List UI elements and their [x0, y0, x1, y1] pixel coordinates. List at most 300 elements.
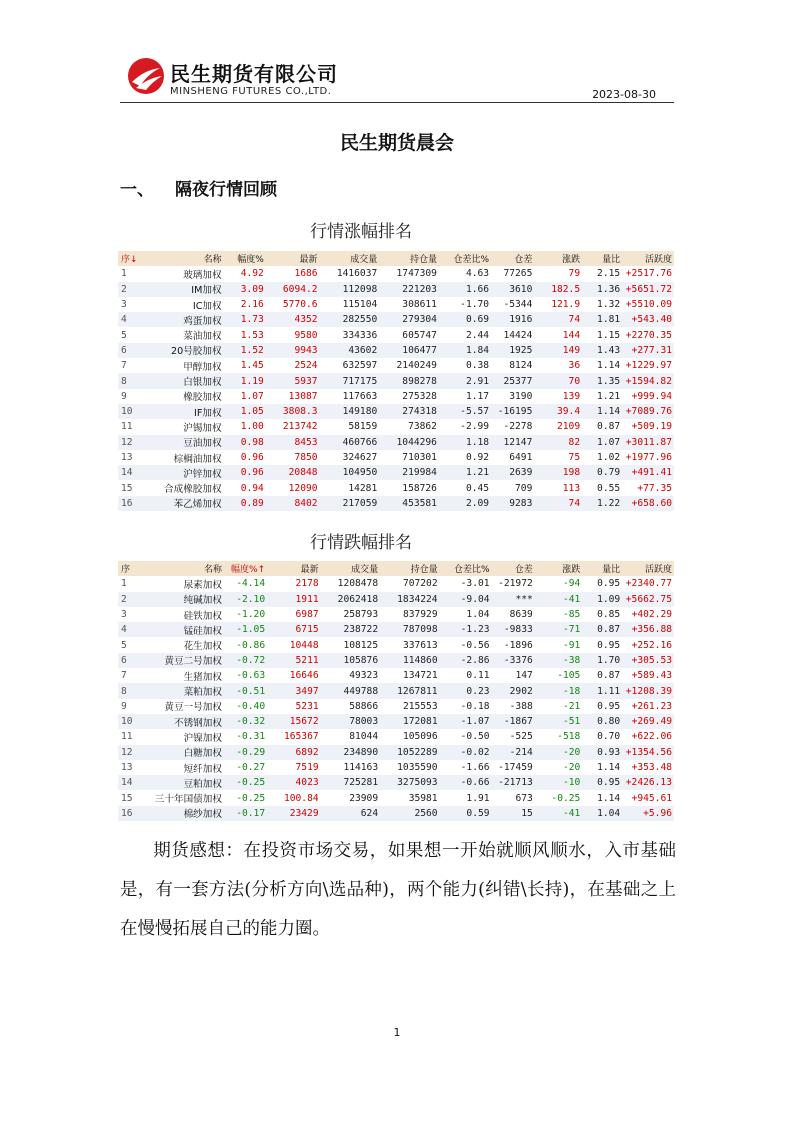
cell-price-change: 36	[568, 360, 581, 372]
cell-activity: +1229.97	[625, 360, 672, 372]
column-header-volume[interactable]: 成交量	[320, 251, 380, 266]
cell-name: 三十年国债加权	[154, 794, 222, 806]
cell-latest: 9943	[266, 343, 320, 358]
cell-change-pct: -0.63	[236, 670, 266, 682]
cell-latest: 2178	[295, 578, 319, 590]
cell-change-pct: -0.72	[224, 653, 267, 668]
cell-change-pct: 4.92	[240, 268, 264, 280]
cell-price-change: -71	[535, 622, 583, 637]
cell-price-change: 149	[534, 343, 582, 358]
cell-latest: 1686	[294, 268, 318, 280]
cell-activity: +658.60	[622, 496, 674, 511]
cell-change-pct: -1.20	[236, 609, 266, 621]
column-header-name[interactable]: 名称	[145, 561, 224, 576]
cell-activity: +252.16	[631, 639, 672, 651]
column-header-oi-change-pct[interactable]: 仓差比%	[440, 561, 492, 576]
cell-change-pct: 0.98	[224, 435, 266, 450]
table-row[interactable]	[118, 576, 674, 591]
cell-open-interest: 221203	[379, 282, 439, 297]
cell-open-interest: 279304	[379, 312, 439, 327]
cell-activity: +5662.75	[622, 592, 674, 607]
cell-oi-change-pct: -1.70	[460, 299, 490, 311]
cell-oi-change-pct: 0.38	[465, 360, 490, 372]
cell-volume: 717175	[320, 373, 380, 388]
table-row[interactable]	[118, 683, 674, 698]
cell-seq: 3	[121, 609, 127, 621]
cell-volume-ratio: 0.85	[597, 609, 621, 621]
cell-oi-change: 147	[515, 670, 533, 682]
cell-volume: 149180	[320, 404, 380, 419]
cell-seq: 15	[121, 482, 133, 494]
table-row[interactable]	[118, 699, 674, 714]
cell-price-change: 82	[534, 435, 582, 450]
column-header-price-change[interactable]: 涨跌	[534, 251, 582, 266]
cell-volume: 460766	[320, 435, 380, 450]
cell-change-pct: 1.07	[240, 390, 264, 402]
cell-price-change: -51	[535, 714, 583, 729]
cell-activity: +7089.76	[622, 404, 674, 419]
cell-oi-change: 8124	[509, 360, 533, 372]
cell-seq: 14	[118, 775, 145, 790]
cell-activity: +1977.96	[625, 452, 672, 463]
table-row[interactable]	[118, 327, 674, 342]
cell-open-interest: 106477	[379, 343, 439, 358]
cell-price-change: -91	[562, 639, 581, 651]
cell-volume: 234890	[321, 745, 380, 760]
cell-oi-change-pct: 4.63	[465, 268, 490, 280]
table-row[interactable]	[118, 373, 674, 388]
table-row[interactable]	[118, 450, 674, 465]
cell-name: 黄豆一号加权	[164, 702, 222, 714]
cell-oi-change: -388	[509, 700, 533, 712]
cell-price-change: -20	[562, 762, 581, 773]
cell-open-interest: 172081	[380, 714, 439, 729]
cell-volume-ratio: 1.70	[582, 653, 622, 668]
cell-volume-ratio: 0.95	[597, 700, 621, 712]
table-row[interactable]	[118, 297, 674, 312]
cell-activity: +2340.77	[625, 578, 672, 590]
column-header-volume-ratio[interactable]: 量比	[582, 561, 622, 576]
section-number: 一、	[120, 180, 154, 200]
cell-oi-change: -214	[492, 745, 535, 760]
cell-open-interest: 453581	[379, 496, 439, 511]
cell-oi-change-pct: -2.99	[460, 421, 490, 433]
table-row[interactable]	[118, 668, 674, 683]
cell-volume: 112098	[320, 282, 380, 297]
cell-volume-ratio: 0.80	[582, 714, 622, 729]
cell-open-interest: 898278	[379, 373, 439, 388]
table-row[interactable]	[118, 760, 674, 775]
table-row[interactable]	[118, 592, 674, 607]
cell-oi-change-pct: -1.66	[460, 762, 490, 773]
page-title: 民生期货晨会	[339, 132, 454, 154]
table-row[interactable]	[118, 622, 674, 637]
cell-name: 白糖加权	[145, 745, 224, 760]
cell-change-pct: -0.32	[224, 714, 267, 729]
cell-oi-change-pct: 0.69	[439, 312, 491, 327]
cell-activity: +2426.13	[622, 775, 674, 790]
cell-name: 黄豆二号加权	[145, 653, 224, 668]
column-header-name[interactable]: 名称	[146, 251, 224, 266]
cell-latest: 10448	[289, 639, 319, 651]
cell-price-change: 139	[562, 390, 581, 402]
cell-oi-change: 14424	[503, 329, 533, 341]
cell-oi-change: -2278	[503, 421, 533, 433]
cell-volume-ratio: 1.81	[582, 312, 622, 327]
cell-latest: 7850	[294, 452, 318, 463]
table-row[interactable]	[118, 419, 674, 434]
cell-oi-change-pct: -0.50	[460, 731, 490, 743]
cell-volume-ratio: 1.22	[582, 496, 622, 511]
cell-activity: +402.29	[631, 609, 672, 621]
cell-seq: 15	[121, 792, 133, 804]
table-row[interactable]	[118, 637, 674, 652]
cell-seq: 16	[118, 806, 145, 821]
cell-latest: 12090	[288, 482, 318, 494]
cell-change-pct: -0.25	[236, 792, 266, 804]
cell-latest: 15672	[267, 714, 321, 729]
cell-volume-ratio: 1.14	[582, 404, 622, 419]
cell-oi-change: -5344	[503, 299, 533, 311]
cell-oi-change: 3610	[491, 282, 534, 297]
cell-latest: 20848	[266, 465, 320, 480]
cell-price-change: -38	[535, 653, 583, 668]
cell-change-pct: 1.52	[224, 343, 266, 358]
cell-oi-change: -16195	[491, 404, 534, 419]
cell-activity: +589.43	[631, 670, 672, 682]
column-header-change-pct[interactable]: 幅度%	[224, 251, 266, 266]
cell-volume-ratio: 0.87	[597, 421, 621, 433]
column-header-volume-ratio[interactable]: 量比	[582, 251, 622, 266]
rise-table-title: 行情涨幅排名	[310, 222, 412, 242]
cell-name: 花生加权	[183, 641, 222, 653]
cell-change-pct: 1.73	[224, 312, 266, 327]
cell-oi-change-pct: 2.09	[439, 496, 491, 511]
cell-latest: 5211	[267, 653, 321, 668]
cell-latest: 5231	[295, 700, 319, 712]
cell-volume-ratio: 1.35	[582, 373, 622, 388]
cell-oi-change: 2902	[492, 683, 535, 698]
cell-latest: 2524	[294, 360, 318, 372]
logo-icon	[126, 56, 166, 96]
cell-change-pct: -0.25	[224, 775, 267, 790]
cell-seq: 8	[118, 683, 145, 698]
cell-name: 豆油加权	[146, 435, 224, 450]
cell-seq: 2	[118, 592, 145, 607]
cell-volume-ratio: 0.79	[582, 465, 622, 480]
cell-volume-ratio: 0.55	[597, 482, 621, 494]
cell-volume-ratio: 1.43	[582, 343, 622, 358]
cell-seq: 7	[121, 670, 127, 682]
cell-volume: 449788	[321, 683, 380, 698]
cell-volume-ratio: 1.09	[582, 592, 622, 607]
cell-seq: 6	[118, 343, 146, 358]
cell-activity: +2517.76	[625, 268, 672, 280]
cell-name: 不锈钢加权	[145, 714, 224, 729]
table-row[interactable]	[118, 806, 674, 821]
cell-volume: 115104	[342, 299, 378, 311]
cell-oi-change-pct: 1.66	[439, 282, 491, 297]
cell-seq: 11	[121, 421, 133, 433]
cell-change-pct: 2.16	[240, 299, 264, 311]
table-row[interactable]	[118, 745, 674, 760]
cell-latest: 5770.6	[282, 299, 318, 311]
cell-change-pct: 0.89	[224, 496, 266, 511]
cell-oi-change: 8639	[509, 609, 533, 621]
cell-change-pct: 1.53	[240, 329, 264, 341]
cell-open-interest: 707202	[402, 578, 438, 590]
cell-latest: 213742	[282, 421, 318, 433]
cell-latest: 100.84	[283, 792, 319, 804]
cell-seq: 7	[121, 360, 127, 372]
column-header-latest[interactable]: 最新	[266, 251, 320, 266]
table-row[interactable]	[118, 358, 674, 373]
cell-oi-change: -1896	[503, 639, 533, 651]
cell-volume: 58159	[348, 421, 378, 433]
cell-oi-change-pct: -3.01	[460, 578, 490, 590]
cell-volume: 104950	[320, 465, 380, 480]
cell-oi-change-pct: 2.44	[465, 329, 490, 341]
cell-activity: +491.41	[622, 465, 674, 480]
cell-seq: 13	[121, 762, 133, 773]
cell-oi-change: 77265	[503, 268, 533, 280]
column-header-open-interest[interactable]: 持仓量	[380, 561, 439, 576]
cell-volume: 1416037	[336, 268, 378, 280]
cell-latest: 6987	[295, 609, 319, 621]
cell-oi-change-pct: 1.17	[465, 390, 490, 402]
cell-volume: 14281	[348, 482, 378, 494]
cell-seq: 12	[118, 745, 145, 760]
cell-price-change: -41	[535, 592, 583, 607]
cell-name: 甲醇加权	[183, 361, 222, 373]
cell-latest: 16646	[289, 670, 319, 682]
cell-activity: +622.06	[631, 731, 672, 743]
cell-price-change: 113	[562, 482, 581, 494]
column-header-oi-change[interactable]: 仓差	[491, 251, 534, 266]
cell-name: 沪锌加权	[146, 465, 224, 480]
cell-activity: +2270.35	[625, 329, 672, 341]
cell-name: 硅铁加权	[183, 610, 222, 622]
cell-name: 棕榈油加权	[173, 453, 222, 465]
cell-latest: 8402	[266, 496, 320, 511]
cell-oi-change-pct: 0.23	[440, 683, 492, 698]
cell-change-pct: 0.96	[240, 452, 264, 463]
cell-name: 纯碱加权	[145, 592, 224, 607]
cell-price-change: 79	[568, 268, 581, 280]
table-row[interactable]	[118, 435, 674, 450]
cell-volume: 217059	[320, 496, 380, 511]
column-header-volume[interactable]: 成交量	[321, 561, 380, 576]
column-header-price-change[interactable]: 涨跌	[535, 561, 583, 576]
cell-change-pct: -0.27	[236, 762, 266, 773]
cell-change-pct: 0.96	[224, 465, 266, 480]
table-row[interactable]	[118, 282, 674, 297]
fall-table-title: 行情跌幅排名	[310, 533, 412, 553]
cell-open-interest: 1052289	[380, 745, 439, 760]
cell-open-interest: 219984	[379, 465, 439, 480]
cell-volume-ratio: 1.14	[597, 792, 621, 804]
cell-seq: 3	[121, 299, 127, 311]
column-header-latest[interactable]: 最新	[267, 561, 321, 576]
column-header-seq[interactable]: 序	[118, 561, 145, 576]
cell-price-change: 74	[534, 496, 582, 511]
cell-change-pct: -2.10	[224, 592, 267, 607]
cell-open-interest: 105096	[402, 731, 438, 743]
cell-seq: 6	[118, 653, 145, 668]
cell-oi-change: 9283	[491, 496, 534, 511]
cell-latest: 7519	[295, 762, 319, 773]
cell-oi-change-pct: 0.92	[465, 452, 490, 463]
commentary-paragraph: 期货感想：在投资市场交易，如果想一开始就顺风顺水，入市基础是，有一套方法(分析方向\选品种)，两个能力(纠错\长持)，在基础之上在慢慢拓展自己的能力圈。	[120, 841, 676, 939]
cell-activity: +3011.87	[622, 435, 674, 450]
cell-price-change: -10	[535, 775, 583, 790]
cell-oi-change-pct: -0.18	[460, 700, 490, 712]
cell-name: 玻璃加权	[183, 269, 222, 281]
cell-volume: 23909	[349, 792, 379, 804]
cell-price-change: -85	[562, 609, 581, 621]
cell-seq: 2	[118, 282, 146, 297]
cell-volume-ratio: 0.87	[582, 622, 622, 637]
cell-open-interest: 158726	[402, 482, 437, 494]
table-row[interactable]	[118, 729, 674, 744]
cell-price-change: -20	[535, 745, 583, 760]
cell-volume: 49323	[349, 670, 379, 682]
cell-price-change: 70	[534, 373, 582, 388]
table-row[interactable]	[118, 389, 674, 404]
table-row[interactable]	[118, 480, 674, 495]
table-row[interactable]	[118, 653, 674, 668]
section-heading	[120, 175, 277, 200]
cell-oi-change: 673	[515, 792, 533, 804]
cell-seq: 5	[121, 639, 127, 651]
cell-seq: 14	[118, 465, 146, 480]
cell-volume-ratio: 0.93	[582, 745, 622, 760]
rise-ranking-table	[118, 251, 674, 511]
table-row[interactable]	[118, 404, 674, 419]
cell-volume: 117663	[342, 390, 378, 402]
cell-name: 菜粕加权	[145, 683, 224, 698]
cell-price-change: -21	[562, 700, 581, 712]
cell-change-pct: -0.31	[236, 731, 266, 743]
cell-volume-ratio: 0.70	[597, 731, 621, 743]
cell-oi-change: -21713	[492, 775, 535, 790]
cell-activity: +353.48	[631, 762, 672, 773]
cell-price-change: -518	[557, 731, 581, 743]
cell-activity: +305.53	[622, 653, 674, 668]
cell-price-change: -41	[535, 806, 583, 821]
cell-volume-ratio: 1.21	[597, 390, 621, 402]
cell-volume-ratio: 1.36	[582, 282, 622, 297]
cell-seq: 9	[121, 700, 127, 712]
cell-activity: +261.23	[631, 700, 672, 712]
column-header-activity[interactable]: 活跃度	[622, 251, 674, 266]
cell-price-change: -105	[557, 670, 581, 682]
cell-change-pct: -0.17	[224, 806, 267, 821]
cell-name: 沪镍加权	[183, 732, 222, 744]
cell-volume: 725281	[321, 775, 380, 790]
table-row[interactable]	[118, 714, 674, 729]
cell-change-pct: -4.14	[236, 578, 266, 590]
cell-name: 尿素加权	[183, 579, 222, 591]
cell-oi-change: -9833	[492, 622, 535, 637]
cell-name: 豆粕加权	[145, 775, 224, 790]
table-header-row	[118, 251, 674, 266]
cell-oi-change-pct: -0.56	[460, 639, 490, 651]
cell-latest: 6094.2	[266, 282, 320, 297]
cell-volume-ratio: 1.14	[597, 360, 621, 372]
fall-ranking-table	[118, 561, 674, 821]
cell-change-pct: 1.19	[224, 373, 266, 388]
column-header-seq[interactable]: 序↓	[118, 251, 146, 266]
cell-price-change: 75	[568, 452, 581, 463]
column-header-oi-change-pct[interactable]: 仓差比%	[439, 251, 491, 266]
cell-name: 沪锡加权	[183, 422, 222, 434]
cell-oi-change-pct: -1.23	[440, 622, 492, 637]
cell-volume-ratio: 0.87	[597, 670, 621, 682]
cell-change-pct: -0.29	[224, 745, 267, 760]
cell-name: IM加权	[146, 282, 224, 297]
cell-volume-ratio: 0.95	[582, 775, 622, 790]
cell-activity: +5510.09	[625, 299, 672, 311]
table-row[interactable]	[118, 607, 674, 622]
cell-oi-change: 1925	[491, 343, 534, 358]
cell-oi-change: 12147	[491, 435, 534, 450]
cell-seq: 12	[118, 435, 146, 450]
report-date: 2023-08-30	[592, 88, 656, 101]
table-row[interactable]	[118, 775, 674, 790]
cell-latest: 9580	[294, 329, 318, 341]
cell-price-change: -18	[535, 683, 583, 698]
column-header-open-interest[interactable]: 持仓量	[379, 251, 439, 266]
table-row[interactable]	[118, 266, 674, 281]
cell-oi-change: 1916	[491, 312, 534, 327]
cell-activity: +945.61	[631, 792, 672, 804]
cell-open-interest: 1267811	[380, 683, 439, 698]
table-row[interactable]	[118, 496, 674, 511]
cell-open-interest: 275328	[402, 390, 437, 402]
table-row[interactable]	[118, 465, 674, 480]
cell-activity: +356.88	[622, 622, 674, 637]
cell-open-interest: 337613	[402, 639, 438, 651]
table-row[interactable]	[118, 790, 674, 805]
cell-volume: 105876	[321, 653, 380, 668]
table-header-row	[118, 561, 674, 576]
cell-activity: +5.96	[622, 806, 674, 821]
cell-price-change: 144	[562, 329, 581, 341]
cell-volume-ratio: 0.95	[597, 639, 621, 651]
cell-latest: 3497	[267, 683, 321, 698]
cell-oi-change: 15	[492, 806, 535, 821]
cell-latest: 23429	[267, 806, 321, 821]
column-header-change-pct[interactable]: 幅度%↑	[224, 561, 267, 576]
cell-open-interest: 35981	[408, 792, 438, 804]
cell-oi-change: -1867	[492, 714, 535, 729]
cell-seq: 5	[121, 329, 127, 341]
cell-volume: 282550	[320, 312, 380, 327]
column-header-activity[interactable]: 活跃度	[622, 561, 674, 576]
cell-volume: 108125	[343, 639, 379, 651]
cell-oi-change: -21972	[498, 578, 533, 590]
cell-volume-ratio: 1.11	[582, 683, 622, 698]
cell-volume: 324627	[342, 452, 378, 463]
cell-activity: +269.49	[622, 714, 674, 729]
cell-oi-change: ***	[492, 592, 535, 607]
cell-volume: 81044	[349, 731, 379, 743]
page-header	[120, 52, 674, 103]
table-row[interactable]	[118, 343, 674, 358]
table-row[interactable]	[118, 312, 674, 327]
column-header-oi-change[interactable]: 仓差	[492, 561, 535, 576]
